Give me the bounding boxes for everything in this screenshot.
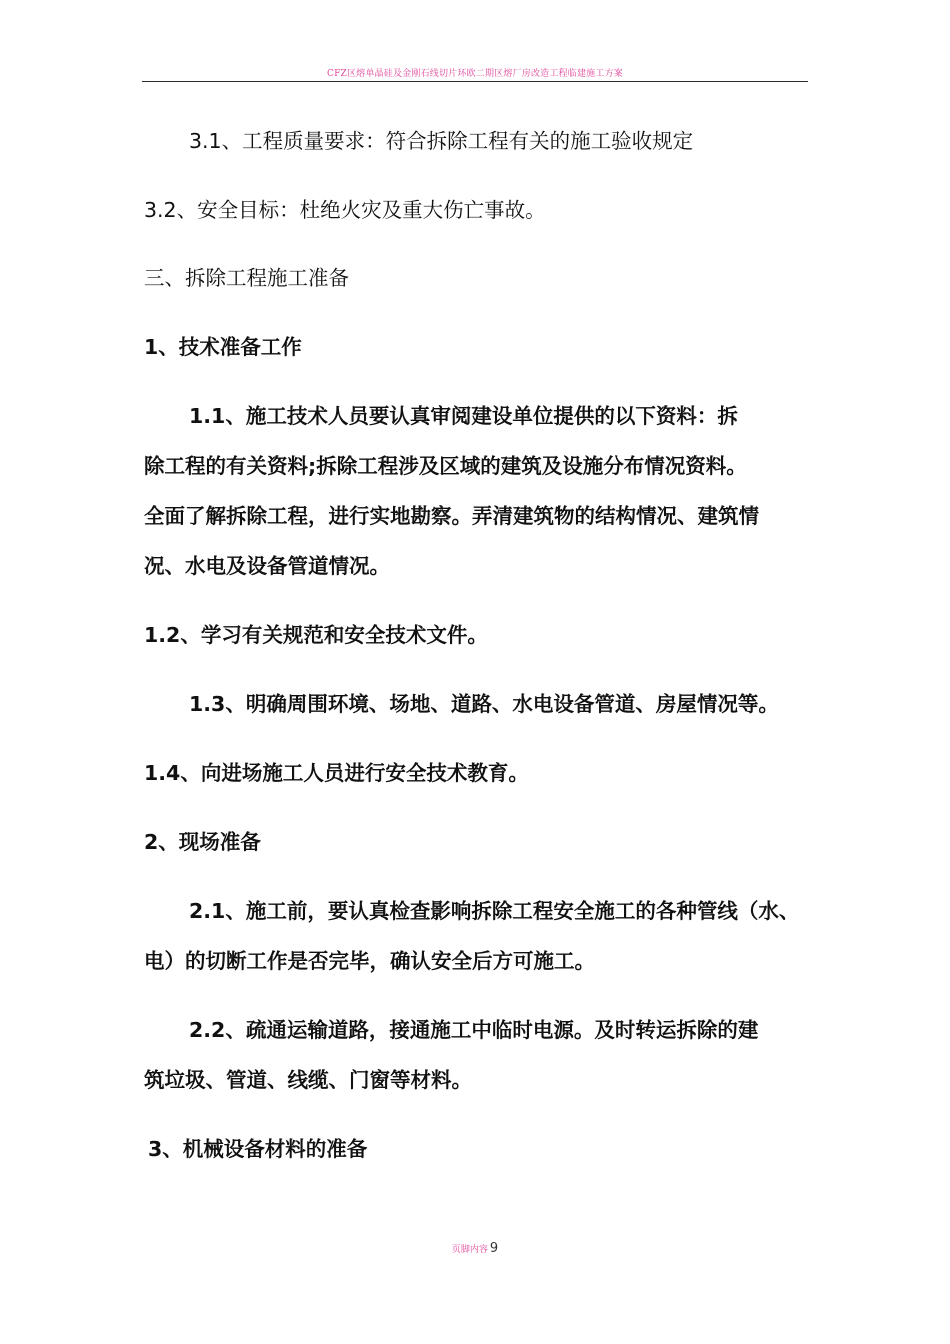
page-header-title: CFZ区熔单晶硅及金刚石线切片环欧二期区熔厂房改造工程临建施工方案 [327, 69, 623, 79]
item-1-2-line: 1.2、学习有关规范和安全技术文件。 [144, 623, 488, 647]
subheading-equipment-prep: 3、机械设备材料的准备 [148, 1137, 368, 1161]
header-divider [142, 81, 808, 82]
paragraph-1-1-line-4: 况、水电及设备管道情况。 [144, 554, 390, 578]
subheading-site-prep: 2、现场准备 [144, 830, 261, 854]
paragraph-1-1-line-1: 1.1、施工技术人员要认真审阅建设单位提供的以下资料：拆 [189, 404, 738, 428]
paragraph-2-2-line-2: 筑垃圾、管道、线缆、门窗等材料。 [144, 1068, 472, 1092]
section-heading-3: 三、拆除工程施工准备 [144, 266, 349, 290]
item-1-3-line: 1.3、明确周围环境、场地、道路、水电设备管道、房屋情况等。 [189, 692, 779, 716]
quality-requirement-line: 3.1、工程质量要求：符合拆除工程有关的施工验收规定 [189, 129, 694, 153]
paragraph-1-1-line-3: 全面了解拆除工程，进行实地勘察。弄清建筑物的结构情况、建筑情 [144, 504, 759, 528]
safety-target-line: 3.2、安全目标：杜绝火灾及重大伤亡事故。 [144, 198, 546, 222]
item-1-4-line: 1.4、向进场施工人员进行安全技术教育。 [144, 761, 529, 785]
footer-label: 页脚内容 [451, 1245, 488, 1255]
paragraph-2-1-line-2: 电）的切断工作是否完毕，确认安全后方可施工。 [144, 949, 595, 973]
paragraph-2-1-line-1: 2.1、施工前，要认真检查影响拆除工程安全施工的各种管线（水、 [189, 899, 800, 923]
paragraph-2-2-line-1: 2.2、疏通运输道路，接通施工中临时电源。及时转运拆除的建 [189, 1018, 759, 1042]
page-footer [0, 1241, 950, 1256]
page-number: 9 [489, 1241, 499, 1256]
subheading-technical-prep: 1、技术准备工作 [144, 335, 302, 359]
paragraph-1-1-line-2: 除工程的有关资料;拆除工程涉及区域的建筑及设施分布情况资料。 [144, 454, 747, 478]
